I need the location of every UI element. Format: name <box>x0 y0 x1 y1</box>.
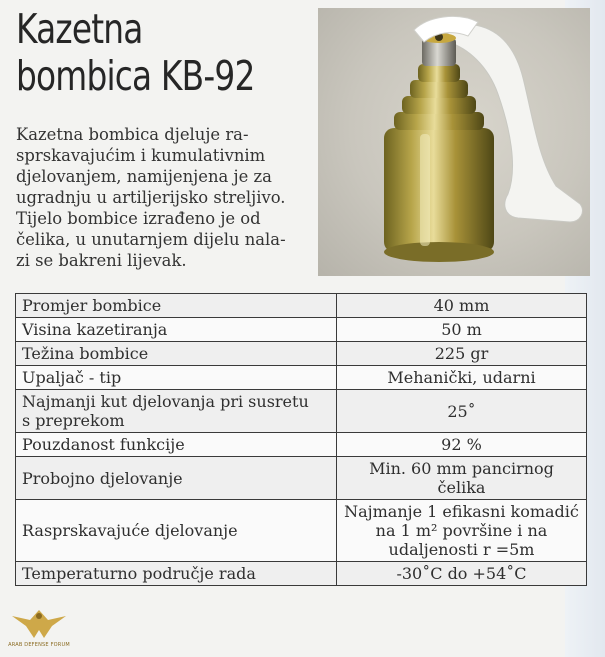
spec-value: Mehanički, udarni <box>337 366 587 390</box>
spec-label: Visina kazetiranja <box>16 318 337 342</box>
spec-value <box>337 500 587 562</box>
spec-label: Pouzdanost funkcije <box>16 433 337 457</box>
intro-line: sprskavajućim i kumulativnim <box>16 146 266 165</box>
spec-value: Min. 60 mm pancirnog čelika <box>337 457 587 500</box>
intro-line: djelovanjem, namijenjena je za <box>16 167 272 186</box>
table-row <box>16 366 587 390</box>
table-row <box>16 562 587 586</box>
eagle-icon <box>4 604 74 642</box>
title-line-2: bombica KB-92 <box>16 52 255 100</box>
spec-label: Temperaturno područje rada <box>16 562 337 586</box>
spec-value: 40 mm <box>337 294 587 318</box>
spec-label: Rasprskavajuće djelovanje <box>16 500 337 562</box>
table-row <box>16 342 587 366</box>
watermark-logo <box>4 604 74 654</box>
bomblet-photo <box>318 8 590 276</box>
spec-label-line: s preprekom <box>22 411 125 430</box>
intro-line: ugradnju u artiljerijsko streljivo. <box>16 188 286 207</box>
spec-value-line: na 1 m² površine i na <box>375 521 548 540</box>
spec-label: Probojno djelovanje <box>16 457 337 500</box>
spec-label-line: Najmanji kut djelovanja pri susretu <box>22 392 309 411</box>
table-row <box>16 390 587 433</box>
intro-line: Tijelo bombice izrađeno je od <box>16 209 261 228</box>
intro-paragraph <box>16 124 306 271</box>
spec-label <box>16 390 337 433</box>
spec-value: 92 % <box>337 433 587 457</box>
watermark-text: ARAB DEFENSE FORUM <box>8 642 70 648</box>
table-row <box>16 318 587 342</box>
page-title <box>16 6 255 100</box>
spec-value: -30˚C do +54˚C <box>337 562 587 586</box>
spec-label: Promjer bombice <box>16 294 337 318</box>
spec-value: 50 m <box>337 318 587 342</box>
intro-line: čelika, u unutarnjem dijelu nala- <box>16 230 286 249</box>
spec-value-line: Najmanje 1 efikasni komadić <box>344 502 579 521</box>
bomblet-icon <box>318 8 590 276</box>
table-row <box>16 433 587 457</box>
spec-value: 225 gr <box>337 342 587 366</box>
spec-value: 25˚ <box>337 390 587 433</box>
table-row <box>16 294 587 318</box>
spec-value-line: udaljenosti r =5m <box>388 540 535 559</box>
spec-label: Upaljač - tip <box>16 366 337 390</box>
spec-label: Težina bombice <box>16 342 337 366</box>
specs-table <box>15 293 587 586</box>
table-row <box>16 457 587 500</box>
intro-line: zi se bakreni lijevak. <box>16 251 187 270</box>
table-row <box>16 500 587 562</box>
title-line-1: Kazetna <box>16 5 143 53</box>
intro-line: Kazetna bombica djeluje ra- <box>16 125 249 144</box>
